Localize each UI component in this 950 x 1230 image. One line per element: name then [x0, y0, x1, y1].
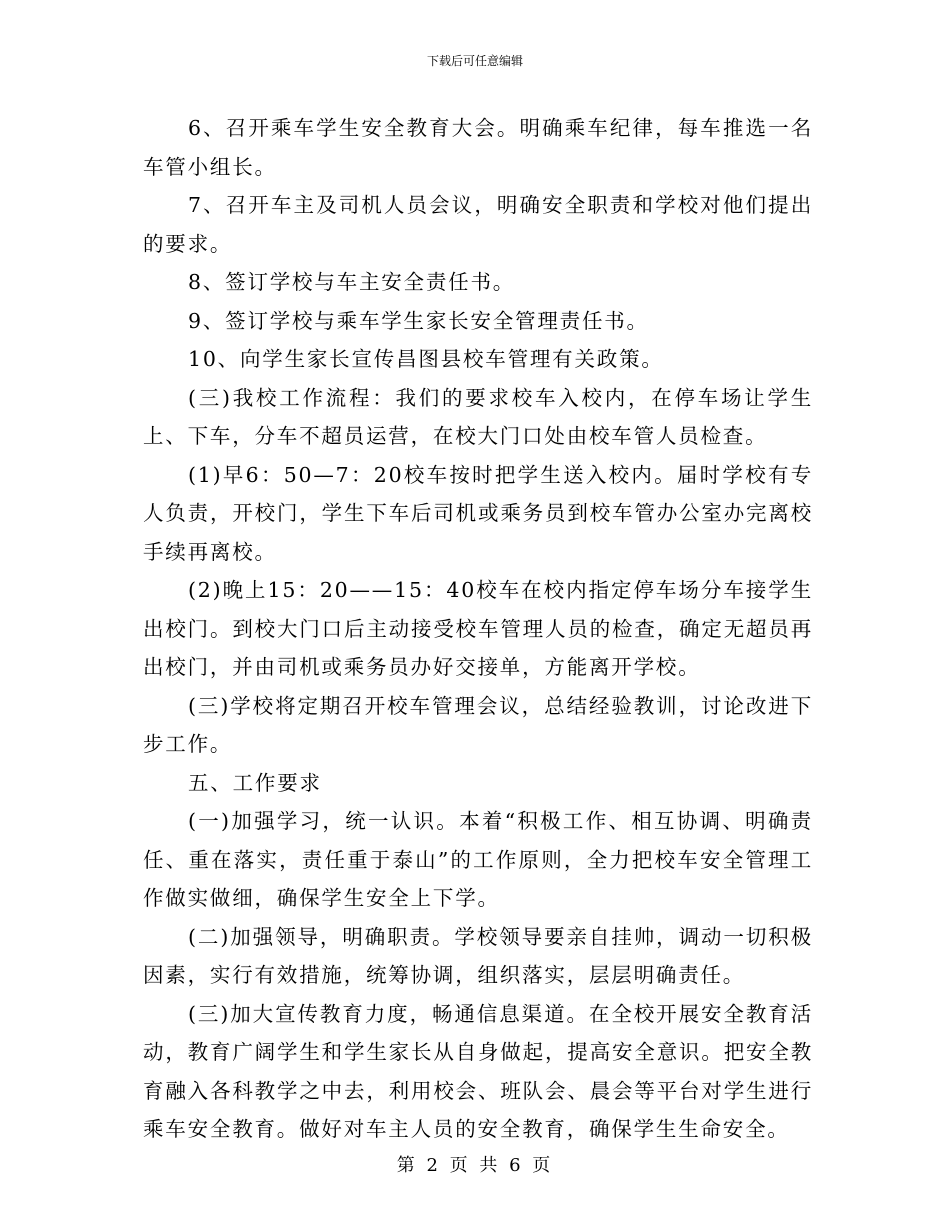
paragraph-item-8: 8、签订学校与车主安全责任书。: [188, 270, 516, 294]
paragraph-morning-schedule: (1)早6：50—7：20校车按时把学生送入校内。届时学校有专人负责，开校门，学生下车后司机或乘务员到校车管办公室办完离校手续再离校。: [143, 462, 813, 564]
paragraph-requirement-2: (二)加强领导，明确职责。学校领导要亲自挂帅，调动一切积极因素，实行有效措施，统筹协调，组织落实，层层明确责任。: [143, 924, 813, 987]
section-heading-work-requirements: 五、工作要求: [188, 770, 322, 795]
paragraph-meetings: (三)学校将定期召开校车管理会议，总结经验教训，讨论改进下步工作。: [143, 693, 813, 756]
page-header: 下载后可任意编辑: [426, 54, 523, 68]
page-footer: 第 2 页 共 6 页: [396, 1155, 554, 1176]
paragraph-item-10: 10、向学生家长宣传昌图县校车管理有关政策。: [188, 347, 664, 371]
document-body: [143, 109, 813, 1149]
paragraph-item-6: 6、召开乘车学生安全教育大会。明确乘车纪律，每车推选一名车管小组长。: [143, 116, 813, 179]
paragraph-item-7: 7、召开车主及司机人员会议，明确安全职责和学校对他们提出的要求。: [143, 193, 813, 256]
paragraph-item-9: 9、签订学校与乘车学生家长安全管理责任书。: [188, 308, 649, 333]
paragraph-workflow: (三)我校工作流程：我们的要求校车入校内，在停车场让学生上、下车，分车不超员运营，在校大门口处由校车管人员检查。: [143, 385, 813, 448]
paragraph-requirement-1: (一)加强学习，统一认识。本着“积极工作、相互协调、明确责任、重在落实，责任重于泰山”的工作原则，全力把校车安全管理工作做实做细，确保学生安全上下学。: [143, 809, 813, 910]
paragraph-evening-schedule: (2)晚上15：20——15：40校车在校内指定停车场分车接学生出校门。到校大门口后主动接受校车管理人员的检查，确定无超员再出校门，并由司机或乘务员办好交接单，方能离开学校。: [143, 578, 813, 679]
paragraph-requirement-3: (三)加大宣传教育力度，畅通信息渠道。在全校开展安全教育活动，教育广阔学生和学生家长从自身做起，提高安全意识。把安全教育融入各科教学之中去，利用校会、班队会、晨会等平台对学生进行乘车安全教育。做好对车主人员的安全教育，确保学生生命安全。: [143, 1001, 813, 1141]
